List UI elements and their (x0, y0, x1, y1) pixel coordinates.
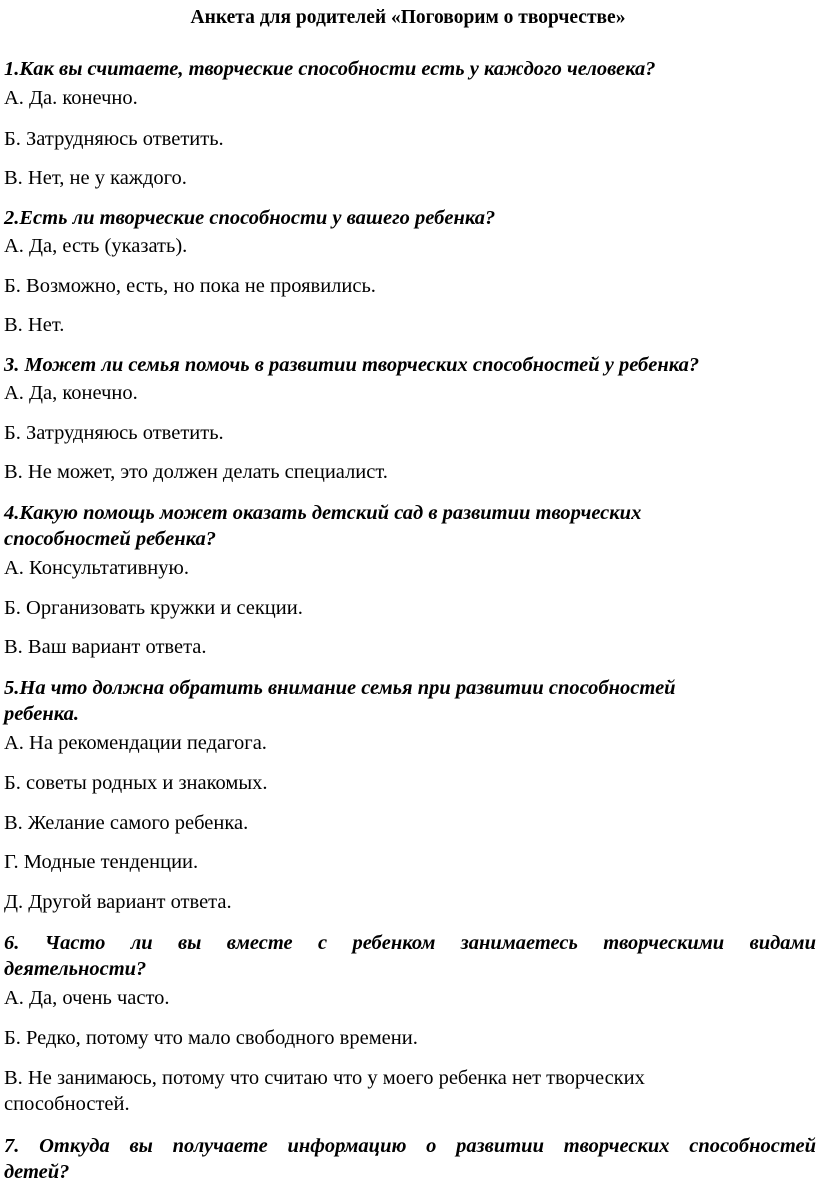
question-6-line1: 6. Часто ли вы вместе с ребенком занимаетесь творческими видами (4, 932, 816, 954)
answer-4a: А. Консультативную. (4, 557, 189, 579)
question-3: 3. Может ли семья помочь в развитии творческих способностей у ребенка? (4, 354, 700, 376)
answer-1b: Б. Затрудняюсь ответить. (4, 128, 224, 150)
question-4-line2: способностей ребенка? (4, 528, 217, 550)
answer-3c: В. Не может, это должен делать специалист. (4, 461, 388, 483)
answer-2b: Б. Возможно, есть, но пока не проявились. (4, 275, 376, 297)
question-7-line1: 7. Откуда вы получаете информацию о развитии творческих способностей (4, 1135, 816, 1157)
answer-5c: В. Желание самого ребенка. (4, 812, 249, 834)
answer-2a: А. Да, есть (указать). (4, 235, 188, 257)
answer-1a: А. Да. конечно. (4, 87, 138, 109)
answer-3a: А. Да, конечно. (4, 382, 138, 404)
answer-5a: А. На рекомендации педагога. (4, 732, 267, 754)
question-4-line1: 4.Какую помощь может оказать детский сад в развитии творческих (4, 502, 642, 524)
answer-1c: В. Нет, не у каждого. (4, 167, 187, 189)
answer-3b: Б. Затрудняюсь ответить. (4, 422, 224, 444)
answer-5b: Б. советы родных и знакомых. (4, 772, 268, 794)
answer-5e: Д. Другой вариант ответа. (4, 891, 232, 913)
question-2: 2.Есть ли творческие способности у вашего ребенка? (4, 207, 496, 229)
answer-6b: Б. Редко, потому что мало свободного времени. (4, 1027, 418, 1049)
question-1: 1.Как вы считаете, творческие способности есть у каждого человека? (4, 58, 656, 80)
page-title: Анкета для родителей «Поговорим о творчестве» (190, 7, 626, 28)
question-5-line1: 5.На что должна обратить внимание семья при развитии способностей (4, 677, 676, 699)
answer-5d: Г. Модные тенденции. (4, 851, 199, 873)
answer-6c-line2: способностей. (4, 1093, 130, 1115)
answer-4c: В. Ваш вариант ответа. (4, 636, 207, 658)
answer-2c: В. Нет. (4, 314, 65, 336)
answer-4b: Б. Организовать кружки и секции. (4, 597, 303, 619)
question-6-line2: деятельности? (4, 958, 147, 980)
answer-6a: А. Да, очень часто. (4, 987, 170, 1009)
question-5-line2: ребенка. (4, 703, 80, 725)
question-7-line2: детей? (4, 1161, 70, 1183)
answer-6c-line1: В. Не занимаюсь, потому что считаю что у моего ребенка нет творческих (4, 1067, 645, 1089)
